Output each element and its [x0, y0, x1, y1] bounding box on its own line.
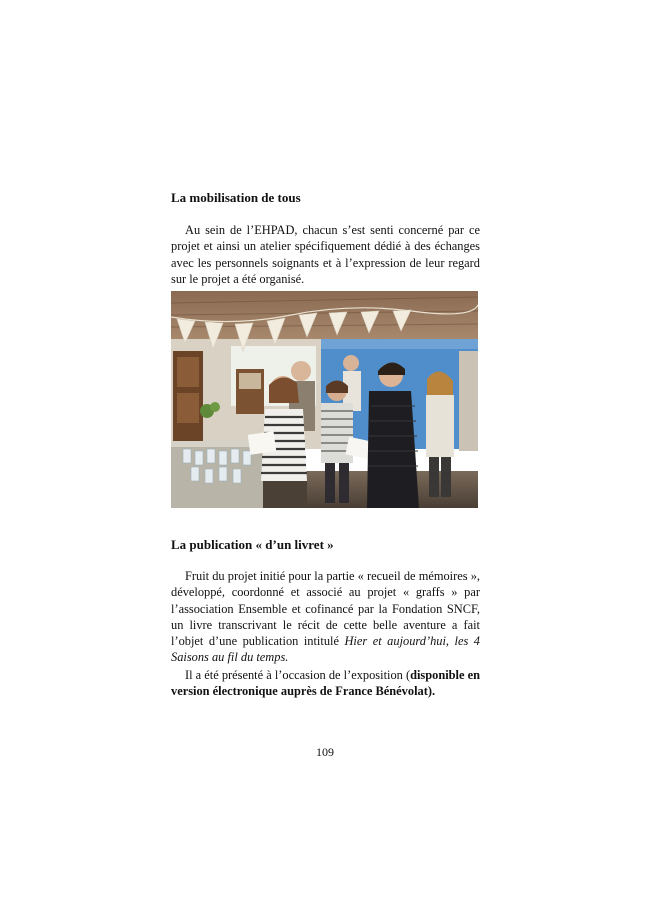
section-body-exposition	[171, 667, 480, 700]
paragraph-livret	[171, 568, 480, 666]
group-photo	[171, 291, 478, 508]
paragraph-exposition-text: Il a été présenté à l’occasion de l’exposition (	[185, 668, 411, 682]
section-body-publication	[171, 568, 480, 666]
availability-note: disponible en version électronique auprès de France Bénévolat).	[171, 668, 480, 699]
paragraph-livret-text: Fruit du projet initié pour la partie « recueil de mémoires », développé, coordonné et associé au projet « graffs » par l’association Ensemble et cofinancé par la Fondation SNCF, un livre transcrivant le récit de cette belle aventure a fait l’objet d’une publication intitulé	[171, 569, 480, 649]
section-heading-mobilisation: La mobilisation de tous	[171, 190, 301, 205]
section-body-mobilisation	[171, 222, 480, 287]
paragraph-exposition	[171, 667, 480, 700]
section-heading-publication: La publication « d’un livret »	[171, 537, 334, 552]
paragraph-ehpad: Au sein de l’EHPAD, chacun s’est senti concerné par ce projet et ainsi un atelier spécifiquement dédié à des échanges avec les personnels soignants et à l’expression de leur regard sur le projet a été organisé.	[171, 223, 480, 286]
book-title: Hier et aujourd’hui, les 4 Saisons au fil du temps.	[171, 634, 481, 665]
page-number: 109	[316, 745, 334, 759]
